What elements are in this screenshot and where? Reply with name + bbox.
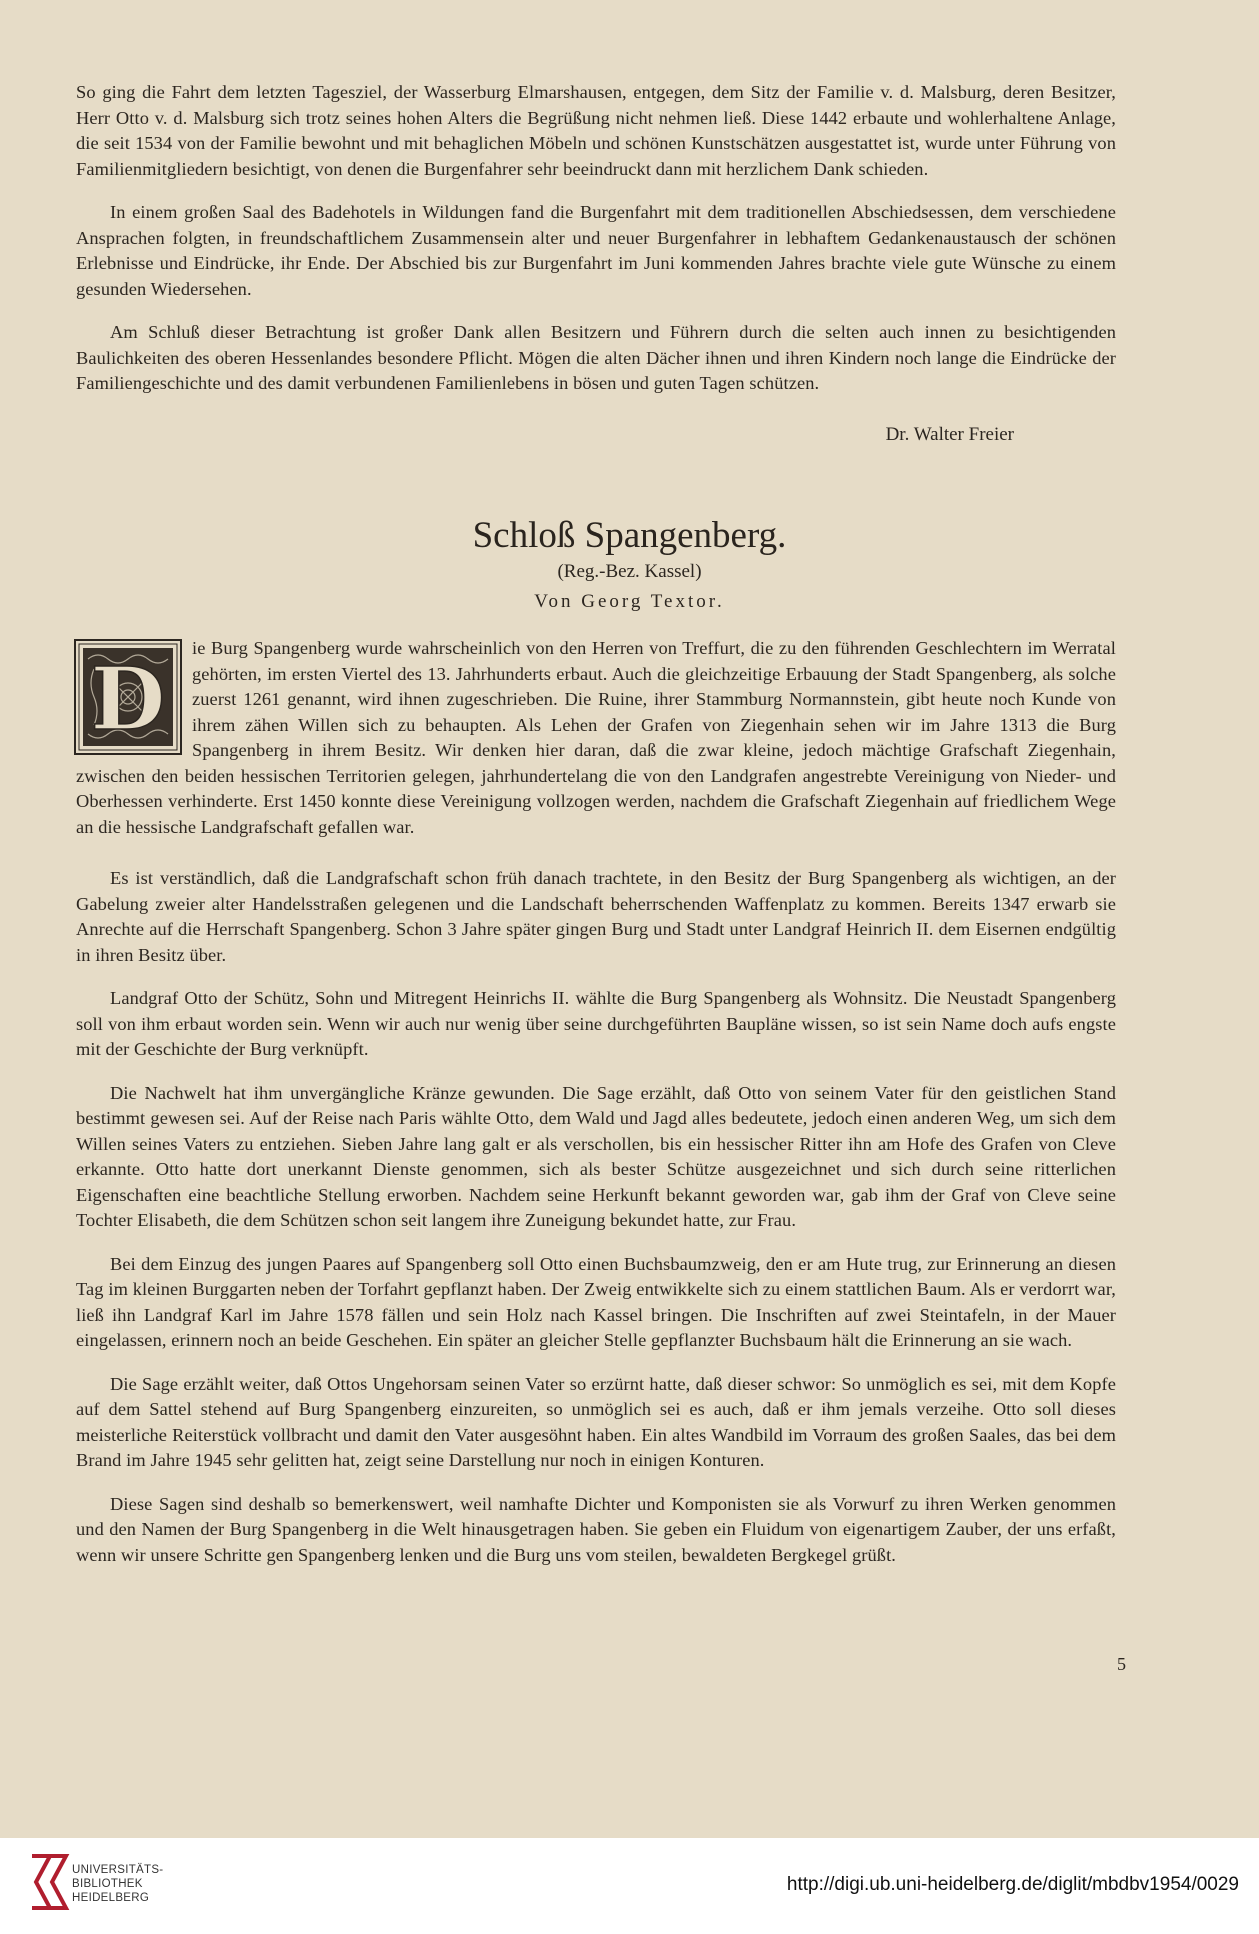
page-number: 5	[1117, 1654, 1126, 1674]
article-paragraph-6: Die Sage erzählt weiter, daß Ottos Ungehorsam seinen Vater so erzürnt hatte, daß dieser schwor: So unmöglich es sei, mit dem Kopfe auf dem Sattel stehend auf Burg Spangenberg einzureiten, so unmöglich sei es auch, daß er ihm jemals verzeihe. Otto soll dieses meisterliche Reiterstück vollbracht und damit den Vater ausgesöhnt haben. Ein altes Wandbild im Vorraum des großen Saales, das bei dem Brand im Jahre 1945 sehr gelitten hat, zeigt seine Darstellung nur noch in einigen Konturen.	[76, 1373, 1116, 1470]
article-paragraph-4: Die Nachwelt hat ihm unvergängliche Kränze gewunden. Die Sage erzählt, daß Otto von seinem Vater für den geistlichen Stand bestimmt gewesen sei. Auf der Reise nach Paris wählte Otto, dem Wald und Jagd alles bedeutete, jedoch einen anderen Weg, um sich dem Willen seines Vaters zu entziehen. Sieben Jahre lang galt er als verschollen, bis ein hessischer Ritter ihn am Hofe des Grafen von Cleve erkannte. Otto hatte dort unerkannt Dienste genommen, sich als bester Schütze ausgezeichnet und sich durch seine ritterlichen Eigenschaften eine beachtliche Stellung erworben. Nachdem seine Herkunft bekannt geworden war, gab ihm der Graf von Cleve seine Tochter Elisabeth, die dem Schützen schon seit langem ihre Zuneigung bekundet hatte, zur Frau.	[76, 1082, 1116, 1230]
dropcap-letter: D	[90, 649, 166, 750]
intro-paragraph-2: In einem großen Saal des Badehotels in Wildungen fand die Burgenfahrt mit dem traditionellen Abschiedsessen, dem verschiedene Ansprachen folgten, in freundschaftlichem Zusammensein alter und neuer Burgenfahrer in lebhaftem Gedankenaustausch der schönen Erlebnisse und Eindrücke, ihr Ende. Der Abschied bis zur Burgenfahrt im Juni kommenden Jahres brachte viele gute Wünsche zu einem gesunden Wiedersehen.	[76, 202, 1116, 299]
digitization-footer	[0, 1838, 1259, 1934]
article-paragraph-3: Landgraf Otto der Schütz, Sohn und Mitregent Heinrichs II. wählte die Burg Spangenberg als Wohnsitz. Die Neustadt Spangenberg soll von ihm erbaut worden sein. Wenn wir auch nur wenig über seine durchgeführten Baupläne wissen, so ist sein Name doch aufs engste mit der Geschichte der Burg verknüpft.	[76, 988, 1116, 1059]
intro-paragraph-1: So ging die Fahrt dem letzten Tagesziel, der Wasserburg Elmarshausen, entgegen, dem Sitz der Familie v. d. Malsburg, deren Besitzer, Herr Otto v. d. Malsburg sich trotz seines hohen Alters die Begrüßung nicht nehmen ließ. Diese 1442 erbaute und wohlerhaltene Anlage, die seit 1534 von der Familie bewohnt und mit behaglichen Möbeln und schönen Kunstschätzen ausgestattet ist, wurde unter Führung von Familienmitgliedern besichtigt, von denen die Burgenfahrer sehr beeindruckt dann mit herzlichem Dank schieden.	[76, 82, 1116, 179]
intro-section	[76, 80, 1116, 415]
article-paragraph-1	[76, 636, 1116, 840]
library-name-line-1: UNIVERSITÄTS-	[72, 1864, 164, 1876]
article-byline: Von Georg Textor.	[534, 591, 725, 612]
article-body	[76, 636, 1116, 1586]
ornamental-initial-d-icon	[74, 639, 182, 755]
article-title: Schloß Spangenberg.	[472, 515, 787, 556]
source-url-link[interactable]: http://digi.ub.uni-heidelberg.de/diglit/mbdbv1954/0029	[786, 1874, 1239, 1895]
library-name-line-2: BIBLIOTHEK	[72, 1878, 143, 1890]
library-name	[72, 1863, 163, 1905]
article-first-paragraph-text: ie Burg Spangenberg wurde wahrscheinlich von den Herren von Treffurt, die zu den führenden Geschlechtern im Werratal gehörten, im ersten Viertel des 13. Jahrhunderts erbaut. Auch die gleichzeitige Erbauung der Stadt Spangenberg, als solche zuerst 1261 genannt, wird ihnen zugeschrieben. Die Ruine, ihrer Stammburg Normannstein, gibt heute noch Kunde von ihrem zähen Willen sich zu behaupten. Als Lehen der Grafen von Ziegenhain sehen wir im Jahre 1313 die Burg Spangenberg in ihrem Besitz. Wir denken hier daran, daß die zwar kleine, jedoch mächtige Grafschaft Ziegenhain, zwischen den beiden hessischen Territorien gelegen, jahrhundertelang die von den Landgrafen angestrebte Vereinigung von Nieder- und Oberhessen verhinderte. Erst 1450 konnte diese Vereinigung vollzogen werden, nachdem die Grafschaft Ziegenhain auf friedlichem Wege an die hessische Landgrafschaft gefallen war.	[76, 638, 1116, 837]
university-library-logo-icon	[28, 1850, 70, 1914]
article-subtitle: (Reg.-Bez. Kassel)	[557, 561, 702, 582]
library-name-line-3: HEIDELBERG	[72, 1892, 150, 1904]
author-signature: Dr. Walter Freier	[885, 424, 1014, 445]
article-paragraph-7: Diese Sagen sind deshalb so bemerkenswert, weil namhafte Dichter und Komponisten sie als Vorwurf zu ihren Werken genommen und den Namen der Burg Spangenberg in die Welt hinausgetragen haben. Sie geben ein Fluidum von eigenartigem Zauber, der uns erfaßt, wenn wir unsere Schritte gen Spangenberg lenken und die Burg uns vom steilen, bewaldeten Bergkegel grüßt.	[76, 1493, 1116, 1565]
intro-paragraph-3: Am Schluß dieser Betrachtung ist großer Dank allen Besitzern und Führern durch die selten auch innen zu besichtigenden Baulichkeiten des oberen Hessenlandes besondere Pflicht. Mögen die alten Dächer ihnen und ihren Kindern noch lange die Eindrücke der Familiengeschichte und des damit verbundenen Familienlebens in bösen und guten Tagen schützen.	[76, 322, 1116, 393]
article-paragraph-5: Bei dem Einzug des jungen Paares auf Spangenberg soll Otto einen Buchsbaumzweig, den er am Hute trug, zur Erinnerung an diesen Tag im kleinen Burggarten neben der Torfahrt gepflanzt haben. Der Zweig entwikkelte sich zu einem stattlichen Baum. Als er verdorrt war, ließ ihn Landgraf Karl im Jahre 1578 fällen und sein Holz nach Kassel bringen. Die Inschriften auf zwei Steintafeln, in der Mauer eingelassen, erinnern noch an beide Geschehen. Ein später an gleicher Stelle gepflanzter Buchsbaum hält die Erinnerung an sie wach.	[76, 1253, 1116, 1350]
article-paragraph-2: Es ist verständlich, daß die Landgrafschaft schon früh danach trachtete, in den Besitz der Burg Spangenberg als wichtigen, an der Gabelung zweier alter Handelsstraßen gelegenen und die Landschaft beherrschenden Waffenplatz zu kommen. Bereits 1347 erwarb sie Anrechte auf die Herrschaft Spangenberg. Schon 3 Jahre später gingen Burg und Stadt unter Landgraf Heinrich II. dem Eisernen endgültig in ihren Besitz über.	[76, 868, 1116, 965]
